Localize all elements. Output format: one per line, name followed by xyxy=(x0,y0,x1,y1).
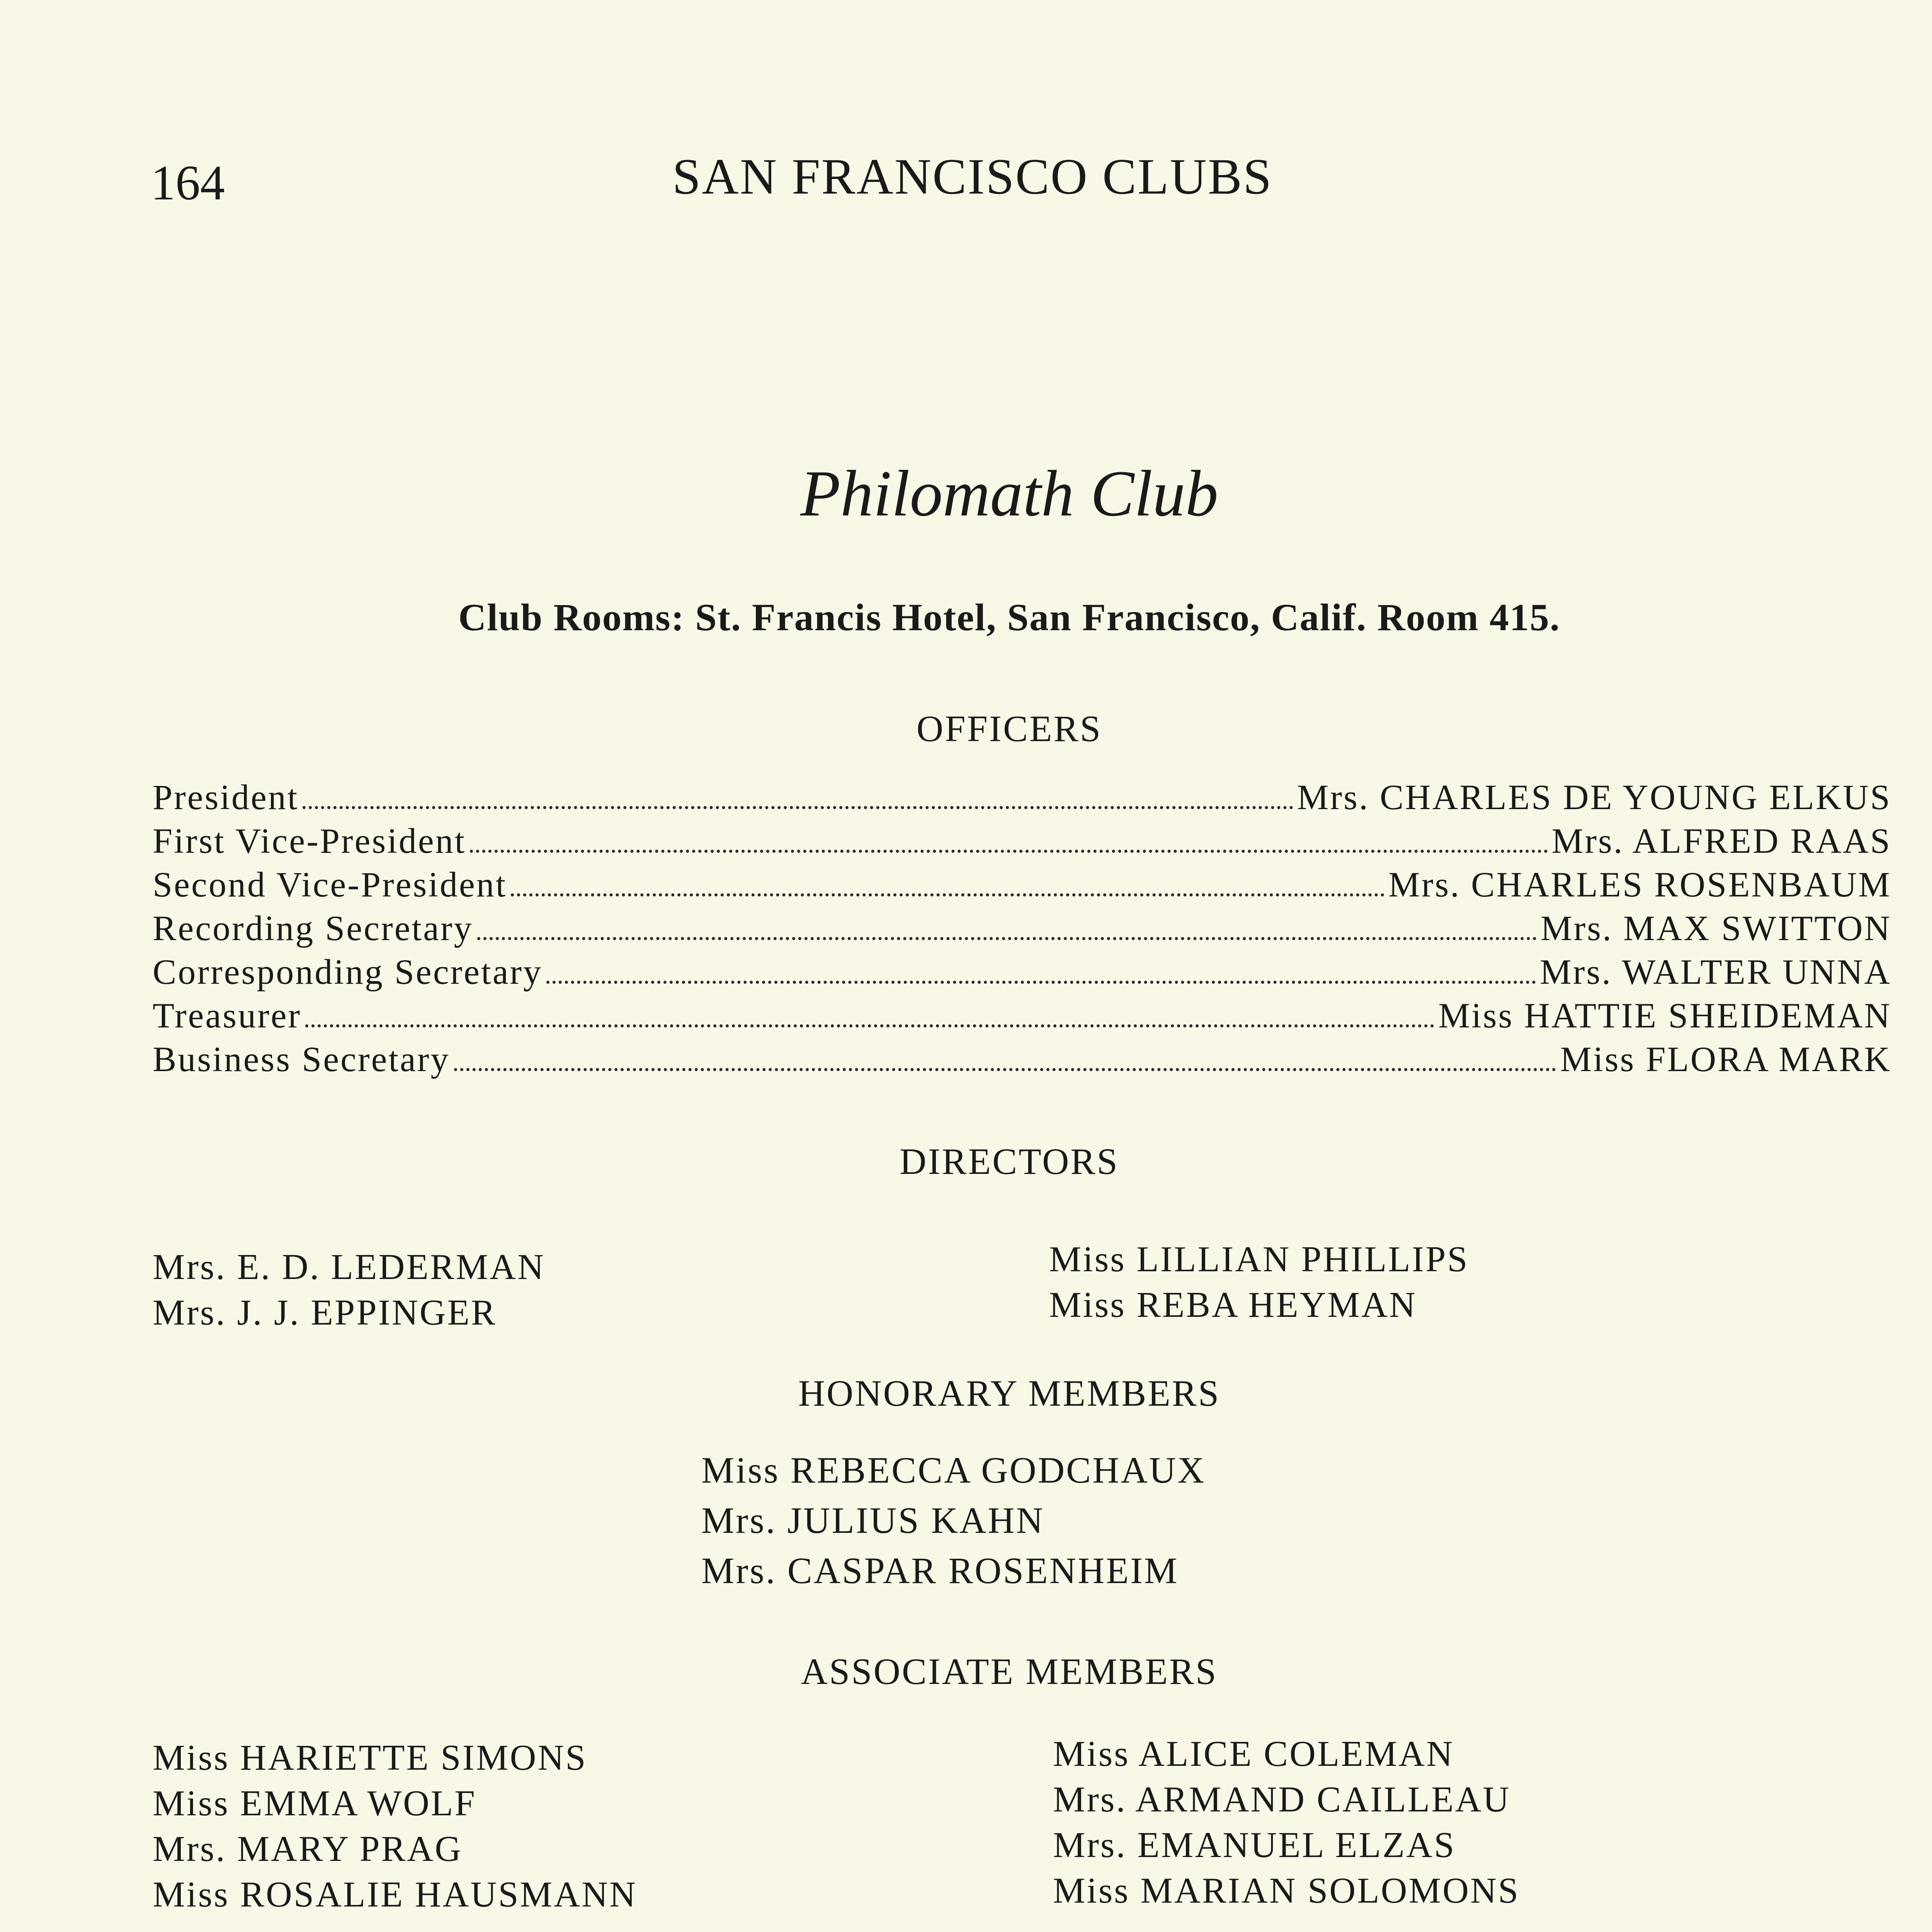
dot-leader xyxy=(454,1068,1556,1071)
associate-heading: ASSOCIATE MEMBERS xyxy=(801,1651,1218,1692)
honorary-member: Mrs. CASPAR ROSENHEIM xyxy=(701,1550,1179,1591)
associate-left-column xyxy=(153,1735,637,1917)
officer-role: Corresponding Secretary xyxy=(153,952,543,992)
club-rooms: Club Rooms: St. Francis Hotel, San Francisco, Calif. Room 415. xyxy=(458,596,1560,639)
officer-row xyxy=(153,864,1891,908)
director-name: Miss REBA HEYMAN xyxy=(1049,1285,1417,1325)
officer-role: Second Vice-President xyxy=(153,865,507,904)
honorary-member: Miss REBECCA GODCHAUX xyxy=(701,1449,1206,1491)
officer-name: Mrs. MAX SWITTON xyxy=(1540,908,1891,948)
associate-member: Mrs. ARMAND CAILLEAU xyxy=(1053,1779,1511,1820)
directors-left-column xyxy=(153,1244,545,1335)
honorary-members-list xyxy=(701,1445,1206,1596)
associate-member: Mrs. MARY PRAG xyxy=(153,1829,463,1869)
directors-right-column xyxy=(1049,1236,1469,1328)
associate-right-column xyxy=(1053,1731,1520,1913)
honorary-heading: HONORARY MEMBERS xyxy=(798,1372,1221,1414)
dot-leader xyxy=(303,806,1293,809)
officer-row xyxy=(153,951,1891,995)
associate-member: Miss ALICE COLEMAN xyxy=(1053,1734,1454,1774)
officer-row xyxy=(153,820,1891,864)
officers-heading: OFFICERS xyxy=(916,708,1102,749)
officer-role: First Vice-President xyxy=(153,821,466,861)
officer-name: Mrs. WALTER UNNA xyxy=(1540,952,1891,992)
officer-name: Miss FLORA MARK xyxy=(1560,1039,1891,1079)
dot-leader xyxy=(511,893,1384,896)
director-name: Mrs. J. J. EPPINGER xyxy=(153,1293,497,1333)
officer-row xyxy=(153,1039,1891,1082)
running-head: SAN FRANCISCO CLUBS xyxy=(672,148,1273,205)
page-number: 164 xyxy=(151,155,225,210)
officer-row xyxy=(153,908,1891,951)
associate-member: Miss EMMA WOLF xyxy=(153,1783,476,1823)
officers-list xyxy=(153,777,1891,1082)
officer-name: Miss HATTIE SHEIDEMAN xyxy=(1438,996,1891,1035)
officer-role: Treasurer xyxy=(153,996,302,1035)
director-name: Miss LILLIAN PHILLIPS xyxy=(1049,1239,1469,1279)
associate-member: Mrs. EMANUEL ELZAS xyxy=(1053,1825,1456,1865)
directors-heading: DIRECTORS xyxy=(900,1141,1119,1182)
dot-leader xyxy=(546,981,1536,984)
officer-name: Mrs. CHARLES DE YOUNG ELKUS xyxy=(1297,777,1891,817)
officer-role: President xyxy=(153,777,299,817)
club-title: Philomath Club xyxy=(800,457,1218,530)
officer-role: Recording Secretary xyxy=(153,908,473,948)
officer-row xyxy=(153,995,1891,1039)
dot-leader xyxy=(305,1024,1434,1027)
director-name: Mrs. E. D. LEDERMAN xyxy=(153,1247,545,1287)
associate-member: Miss MARIAN SOLOMONS xyxy=(1053,1871,1520,1911)
dot-leader xyxy=(470,850,1548,853)
associate-member: Miss HARIETTE SIMONS xyxy=(153,1738,587,1778)
officer-name: Mrs. ALFRED RAAS xyxy=(1551,821,1891,861)
officer-name: Mrs. CHARLES ROSENBAUM xyxy=(1388,865,1891,904)
associate-member: Miss ROSALIE HAUSMANN xyxy=(153,1874,637,1915)
officer-row xyxy=(153,777,1891,820)
officer-role: Business Secretary xyxy=(153,1039,450,1079)
honorary-member: Mrs. JULIUS KAHN xyxy=(701,1500,1045,1541)
dot-leader xyxy=(477,937,1537,940)
